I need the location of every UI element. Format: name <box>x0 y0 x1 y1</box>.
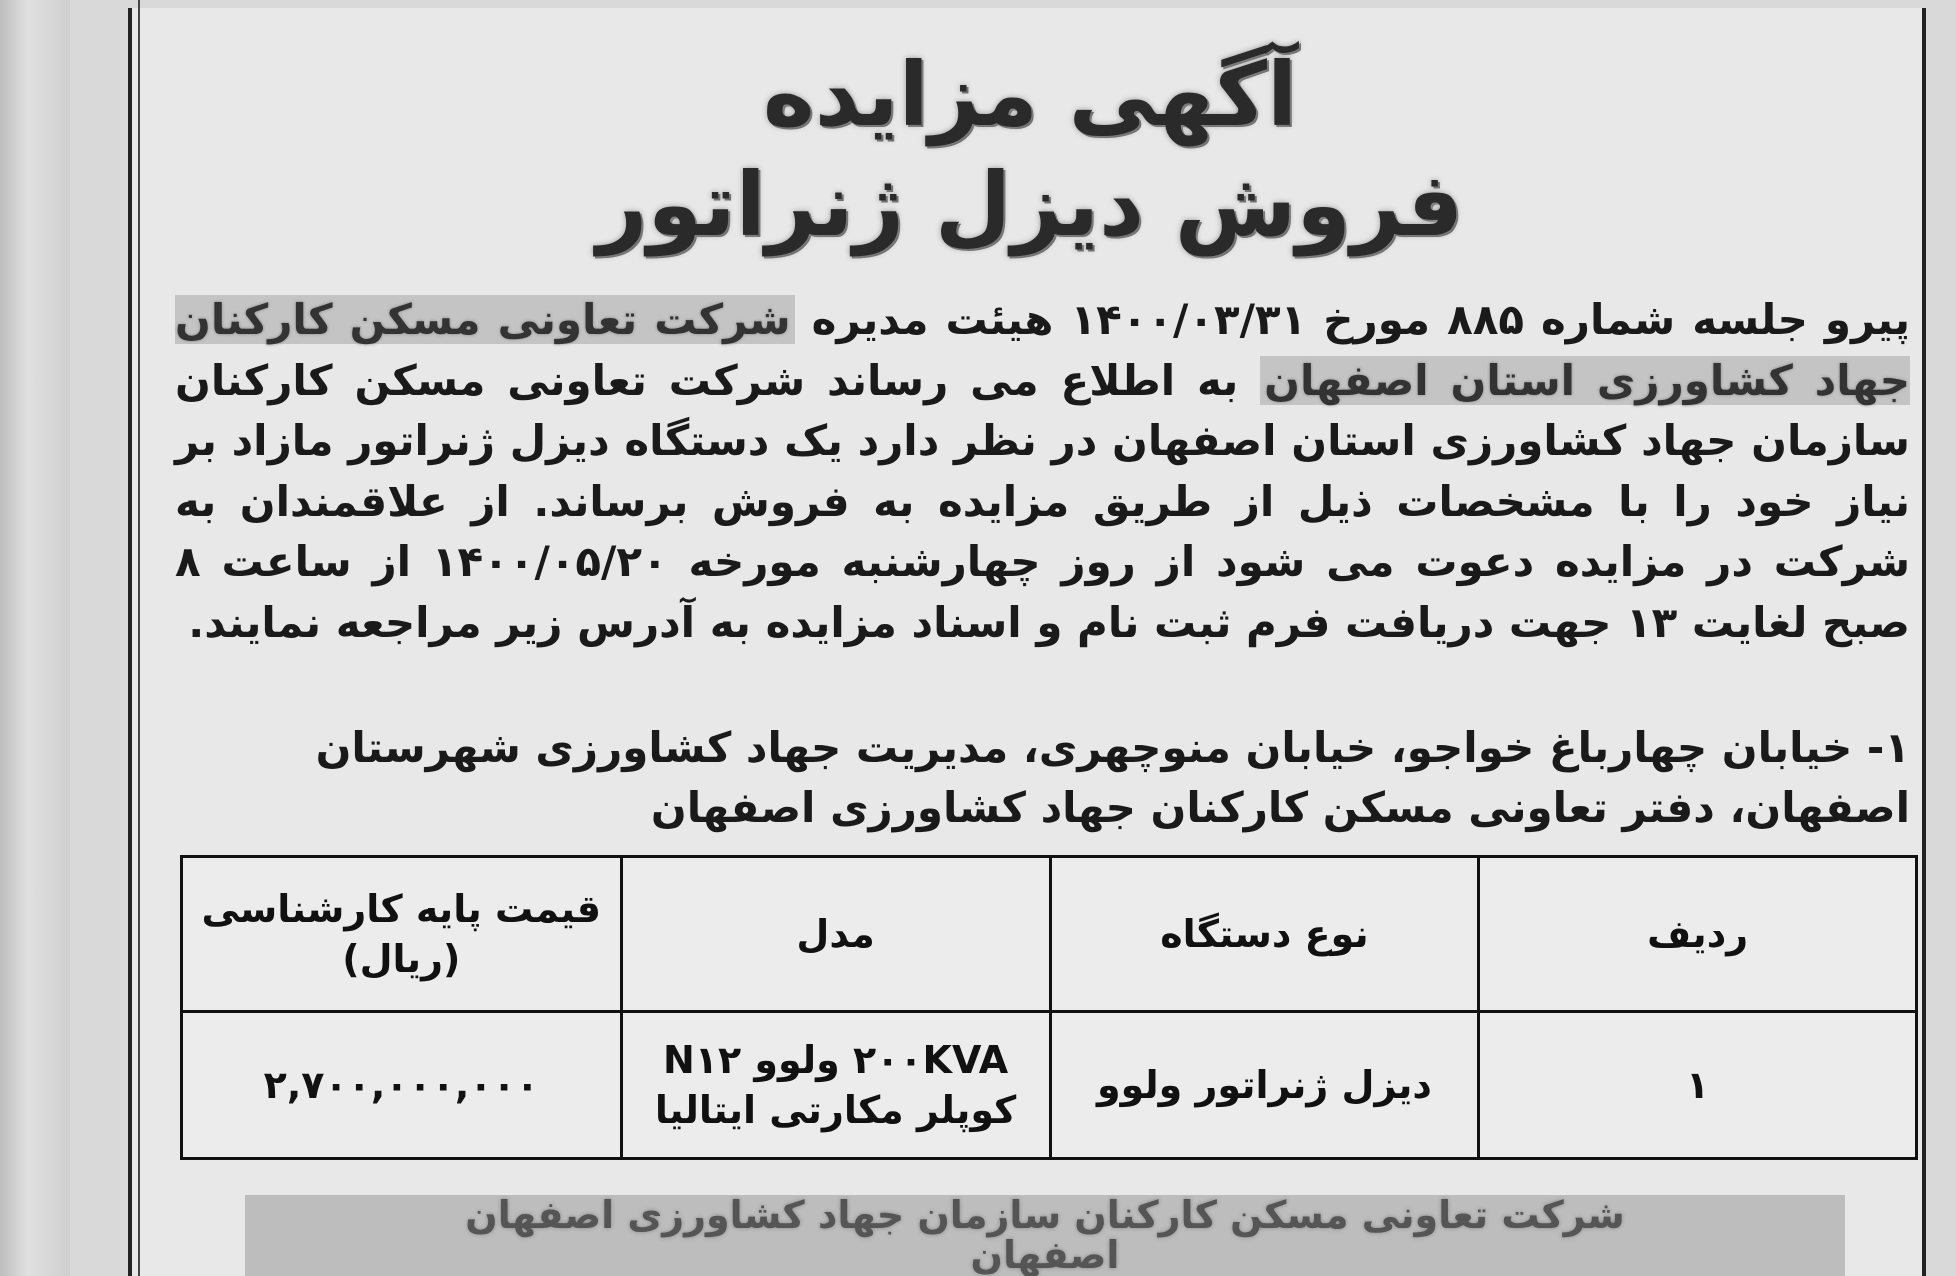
heading-title: آگهی مزایده <box>762 43 1298 146</box>
body-highlight-company: شرکت تعاونی مسکن کارکنان جهاد کشاورزی استان اصفهان <box>175 295 1910 405</box>
address-text: ۱- خیابان چهارباغ خواجو، خیابان منوچهری، مدیریت جهاد کشاورزی شهرستان اصفهان، دفتر تعاونی مسکن کارکنان جهاد کشاورزی اصفهان <box>315 723 1910 832</box>
header-radif: ردیف <box>1479 857 1917 1012</box>
cell-model <box>621 1012 1050 1159</box>
footer-line2: اصفهان <box>970 1233 1120 1276</box>
header-type: نوع دستگاه <box>1050 857 1479 1012</box>
table-header-row <box>182 857 1917 1012</box>
header-price <box>182 857 622 1012</box>
footer-line1: شرکت تعاونی مسکن کارکنان سازمان جهاد کشاورزی اصفهان <box>465 1195 1625 1237</box>
spec-table <box>180 855 1918 1160</box>
announcement-heading <box>200 40 1860 260</box>
frame-divider <box>138 0 140 1276</box>
header-price-label: قیمت پایه کارشناسی <box>201 887 602 931</box>
cell-price: ۲,۷۰۰,۰۰۰,۰۰۰ <box>182 1012 622 1159</box>
body-intro: پیرو جلسه شماره ۸۸۵ مورخ ۱۴۰۰/۰۳/۳۱ هیئت مدیره <box>811 295 1911 344</box>
heading-subtitle: فروش دیزل ژنراتور <box>596 153 1464 256</box>
announcement-body <box>175 290 1910 653</box>
header-price-unit: (ریال) <box>342 937 461 981</box>
cell-model-line1: ۲۰۰KVA ولوو N۱۲ <box>662 1038 1009 1082</box>
scan-margin <box>0 0 70 1276</box>
cell-model-line2: کوپلر مکارتی ایتالیا <box>654 1088 1017 1132</box>
body-main: به اطلاع می رساند شرکت تعاونی مسکن کارکنان سازمان جهاد کشاورزی استان اصفهان در نظر دارد یک دستگاه دیزل ژنراتور مازاد بر نیاز خود را با مشخصات ذیل از طریق مزایده به فروش برساند. از علاقمندان به شرکت در مزایده دعوت می شود از روز چهارشنبه مورخه ۱۴۰۰/۰۵/۲۰ از ساعت ۸ صبح لغایت ۱۳ جهت دریافت فرم ثبت نام و اسناد مزایده به آدرس زیر مراجعه نمایند. <box>175 355 1911 647</box>
cell-radif: ۱ <box>1479 1012 1917 1159</box>
footer-signature <box>245 1195 1845 1276</box>
header-model: مدل <box>621 857 1050 1012</box>
cell-type: دیزل ژنراتور ولوو <box>1050 1012 1479 1159</box>
table-row <box>182 1012 1917 1159</box>
